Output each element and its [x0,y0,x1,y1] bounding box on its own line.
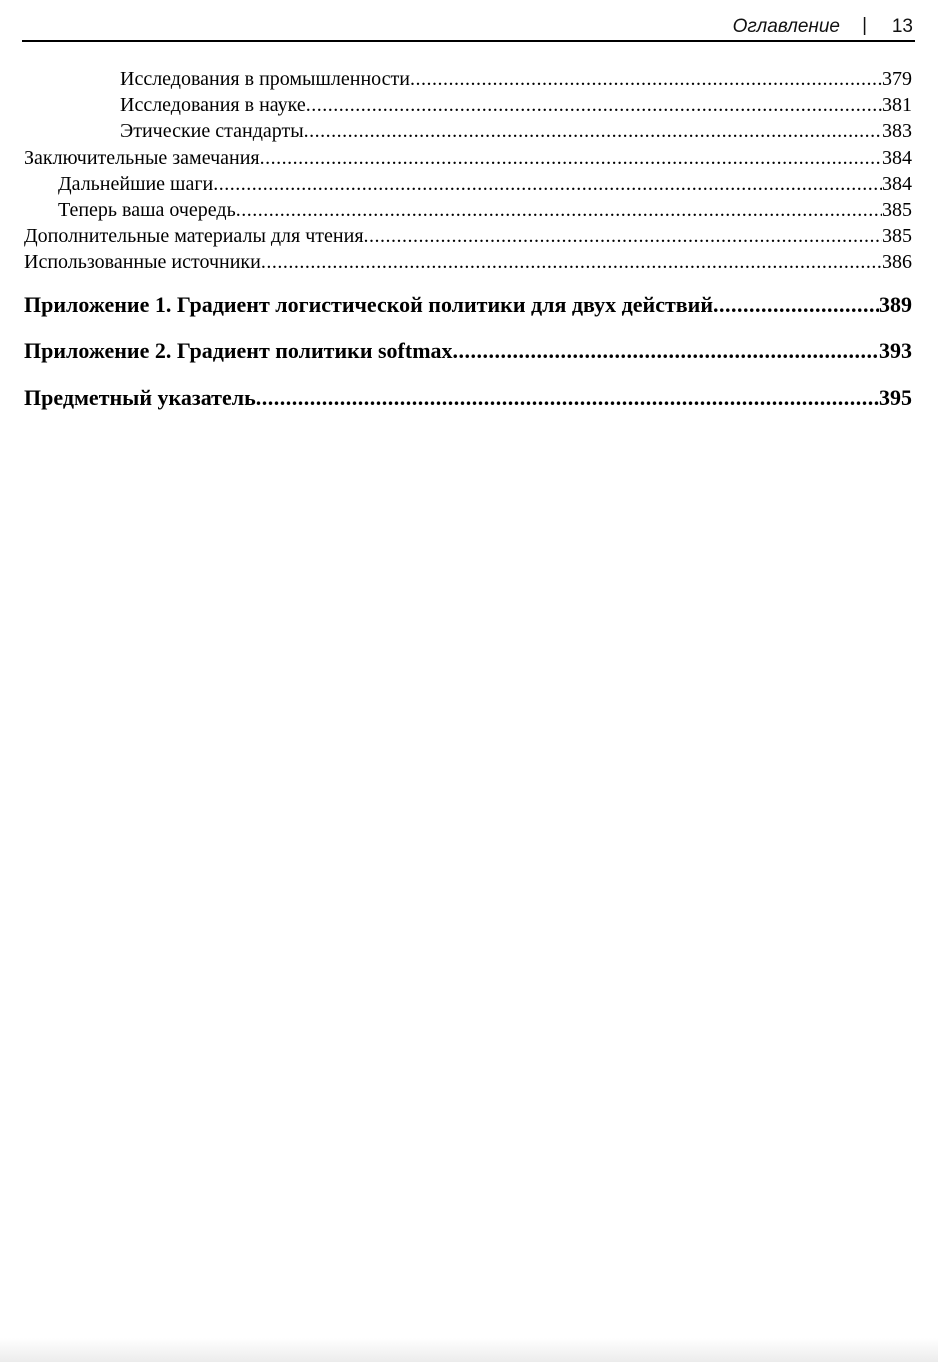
toc-leader-dots [261,249,882,275]
toc-leader-dots [256,375,879,422]
toc-entry-page: 379 [882,68,912,90]
toc-entry-page: 385 [882,225,912,248]
toc-leader-dots [364,223,882,249]
running-head [22,14,915,42]
toc-entry[interactable] [24,197,912,223]
toc-entry-page: 389 [879,291,912,317]
toc-entry-label: Исследования в науке [120,94,306,117]
toc-entry-label: Теперь ваша очередь [58,198,236,221]
toc-leader-dots [306,92,882,118]
toc-entry[interactable] [24,118,912,144]
toc-entry-page: 384 [882,172,912,195]
toc-entry[interactable] [24,92,912,118]
running-head-title: Оглавление [732,16,840,37]
toc-entry-page: 386 [882,251,912,274]
toc-appendix-entry[interactable] [24,282,912,329]
page-bottom-shadow [0,1338,938,1362]
toc-entry-page: 393 [879,338,912,363]
toc-entry[interactable] [24,171,912,197]
toc-index-entry[interactable] [24,375,912,422]
toc-leader-dots [260,145,882,171]
toc-entry-label: Этические стандарты [120,120,304,143]
toc-entry[interactable] [24,145,912,171]
toc-entry-label: Использованные источники [24,251,261,274]
toc-appendix-entry[interactable] [24,328,912,375]
toc-entry-page: 385 [882,198,912,221]
toc-entry[interactable] [24,249,912,275]
toc-leader-dots [410,66,882,92]
running-head-separator: | [862,15,867,36]
toc-entry-page: 395 [879,384,912,410]
toc-entry-page: 383 [882,120,912,143]
toc-entry-label: Дополнительные материалы для чтения [24,225,364,248]
table-of-contents [24,66,912,421]
toc-entry-page: 381 [882,94,912,117]
toc-entry-label: Заключительные замечания [24,146,260,169]
toc-leader-dots [213,171,882,197]
toc-entry-label: Приложение 1. Градиент логистической политики для двух действий [24,291,714,317]
toc-entry-label: Предметный указатель [24,384,256,410]
toc-entry-label: Дальнейшие шаги [58,172,214,195]
toc-entry[interactable] [24,223,912,249]
toc-entry[interactable] [24,66,912,92]
toc-leader-dots [453,328,879,375]
toc-entry-page: 384 [882,146,912,169]
page-number: 13 [891,16,913,37]
toc-entry-label: Приложение 2. Градиент политики softmax [24,338,453,363]
toc-leader-dots [713,282,879,329]
toc-entry-label: Исследования в промышленности [120,68,410,90]
toc-leader-dots [236,197,882,223]
toc-leader-dots [304,118,882,144]
